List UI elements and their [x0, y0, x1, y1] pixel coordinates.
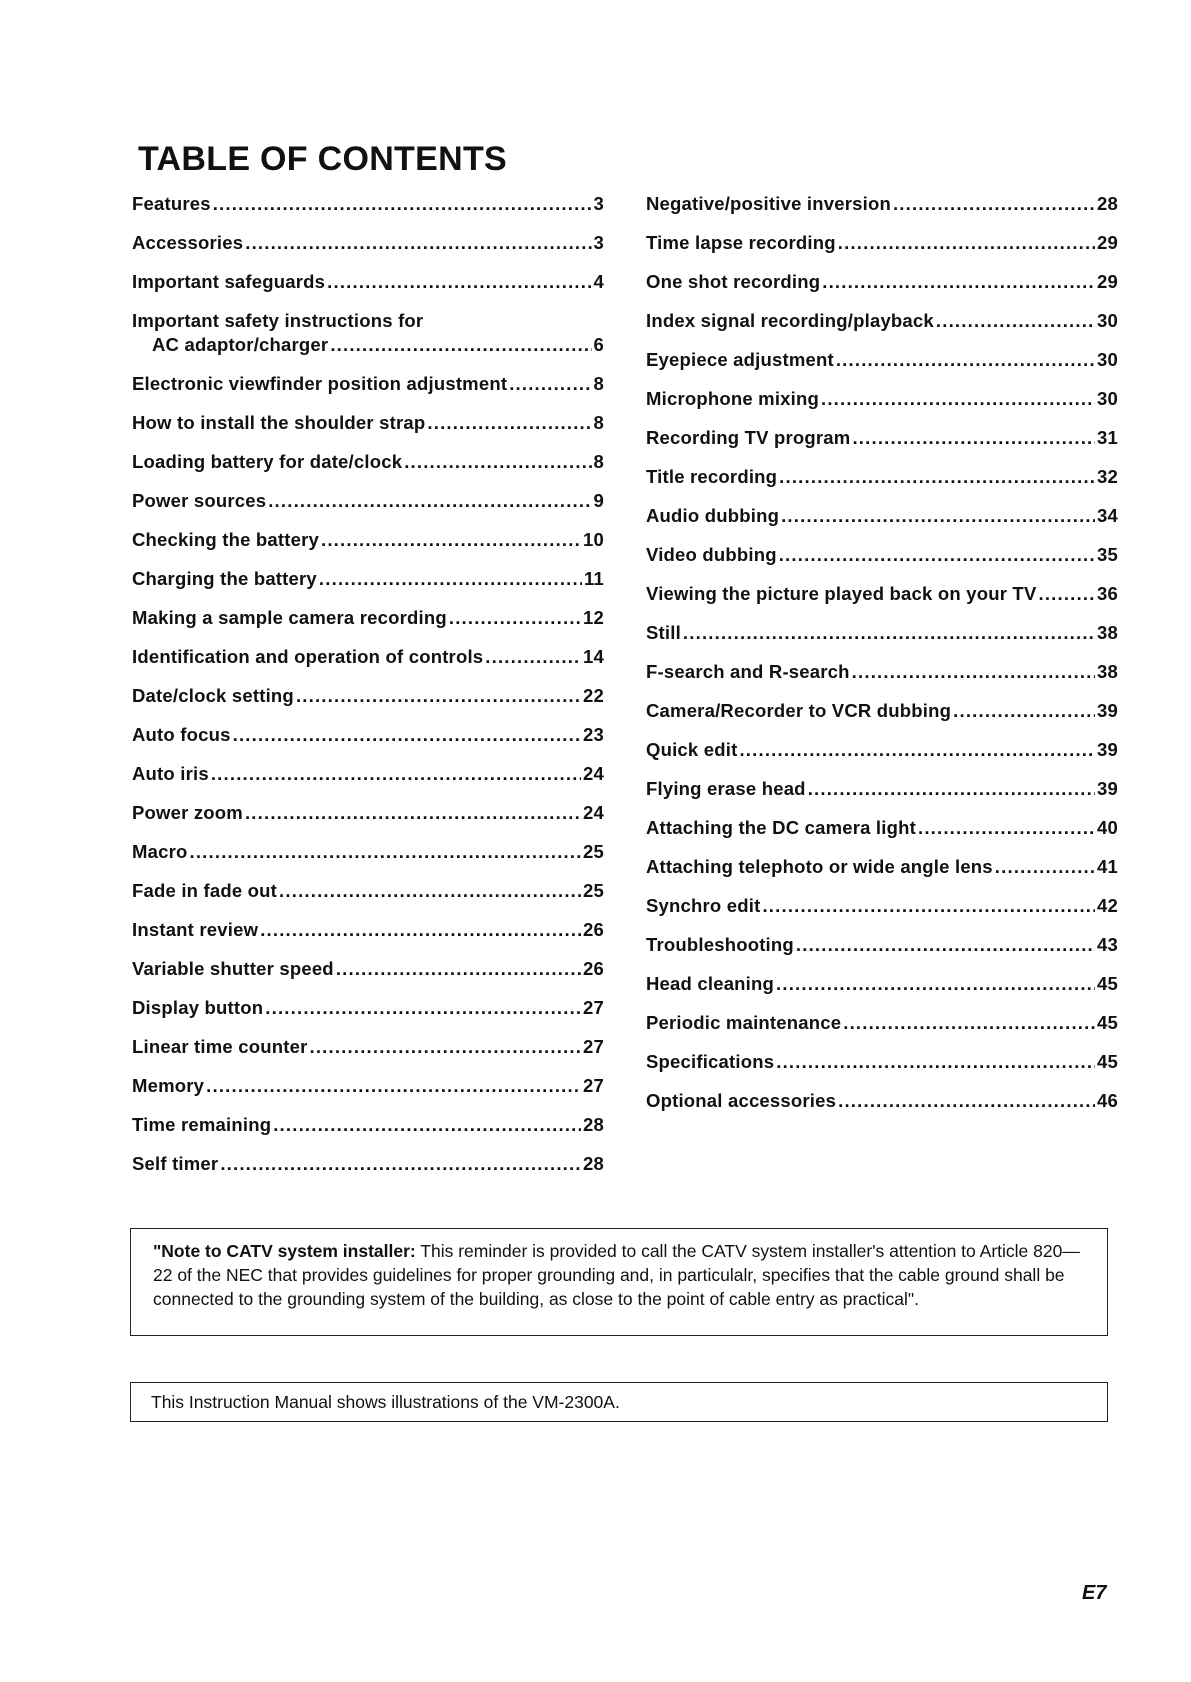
toc-entry [646, 426, 1118, 465]
toc-page-number: 28 [583, 1114, 604, 1135]
toc-entry-title: Audio dubbing [646, 505, 780, 526]
toc-entry-title: Specifications [646, 1051, 775, 1072]
toc-entry [132, 723, 604, 762]
toc-left-column [132, 192, 604, 1191]
toc-entry-title: Date/clock setting [132, 685, 294, 706]
toc-entry-title: Attaching the DC camera light [646, 817, 916, 838]
toc-page-number: 26 [583, 958, 604, 979]
toc-entry-line [646, 660, 1118, 684]
toc-entry [646, 504, 1118, 543]
toc-page-number: 41 [1097, 856, 1118, 877]
toc-leader-dots [336, 957, 581, 981]
toc-entry-line [646, 1050, 1118, 1074]
catv-note-body: This reminder is provided to call the CATV system installer's attention to Article 820—22 of the NEC that provides guidelines for proper grounding and, in particulalr, specifies that the cable ground shall be connected to the grounding system of the building, as close to the point of cable entry as practical". [153, 1241, 1080, 1309]
toc-entry [646, 816, 1118, 855]
toc-entry [646, 933, 1118, 972]
toc-leader-dots [843, 1011, 1095, 1035]
toc-entry-line [132, 606, 604, 630]
toc-entry-title: Time remaining [132, 1114, 272, 1135]
toc-entry-line [132, 1113, 604, 1137]
toc-entry-line [646, 582, 1118, 606]
toc-entry [132, 801, 604, 840]
toc-entry-title: Making a sample camera recording [132, 607, 447, 628]
toc-entry-title: Electronic viewfinder position adjustment [132, 373, 508, 394]
toc-entry-line [132, 645, 604, 669]
toc-leader-dots [821, 387, 1095, 411]
toc-entry-line [132, 684, 604, 708]
toc-entry-line [132, 333, 604, 357]
toc-entry-line [132, 840, 604, 864]
toc-page-number: 32 [1097, 466, 1118, 487]
toc-leader-dots [776, 972, 1095, 996]
catv-note-box [130, 1228, 1108, 1336]
toc-entry-title: Recording TV program [646, 427, 851, 448]
toc-leader-dots [995, 855, 1095, 879]
toc-page-number: 6 [593, 334, 604, 355]
toc-entry [132, 231, 604, 270]
toc-entry [646, 387, 1118, 426]
toc-page-number: 35 [1097, 544, 1118, 565]
toc-page-number: 31 [1097, 427, 1118, 448]
toc-leader-dots [321, 528, 581, 552]
toc-entry-line [132, 450, 604, 474]
toc-leader-dots [893, 192, 1095, 216]
toc-leader-dots [838, 231, 1095, 255]
toc-page-number: 26 [583, 919, 604, 940]
toc-entry-line [646, 348, 1118, 372]
toc-entry-title: Charging the battery [132, 568, 317, 589]
toc-entry-line [646, 894, 1118, 918]
toc-leader-dots [245, 801, 581, 825]
toc-page-number: 24 [583, 802, 604, 823]
toc-entry [132, 372, 604, 411]
toc-entry-line [646, 972, 1118, 996]
toc-entry-line [646, 855, 1118, 879]
toc-page-number: 45 [1097, 1051, 1118, 1072]
toc-entry-line [646, 465, 1118, 489]
toc-page-number: 43 [1097, 934, 1118, 955]
toc-entry-title: Self timer [132, 1153, 219, 1174]
toc-entry-title: One shot recording [646, 271, 821, 292]
toc-entry [132, 309, 604, 372]
toc-page-number: 25 [583, 841, 604, 862]
toc-entry-title: Important safeguards [132, 271, 326, 292]
toc-leader-dots [449, 606, 581, 630]
toc-entry [646, 309, 1118, 348]
toc-entry-line [646, 270, 1118, 294]
toc-entry-line [646, 192, 1118, 216]
toc-leader-dots [427, 411, 591, 435]
toc-entry-title: Attaching telephoto or wide angle lens [646, 856, 993, 877]
toc-leader-dots [309, 1035, 581, 1059]
toc-entry [132, 528, 604, 567]
toc-page-number: 36 [1097, 583, 1118, 604]
toc-page-number: 38 [1097, 661, 1118, 682]
toc-leader-dots [190, 840, 582, 864]
page-number: E7 [1082, 1582, 1107, 1604]
toc-entry-title: Eyepiece adjustment [646, 349, 834, 370]
toc-entry-line [646, 309, 1118, 333]
toc-entry-line [646, 1089, 1118, 1113]
toc-right-column [646, 192, 1118, 1128]
toc-entry [646, 777, 1118, 816]
toc-entry-title: Time lapse recording [646, 232, 836, 253]
toc-entry [646, 894, 1118, 933]
toc-entry-title: Video dubbing [646, 544, 777, 565]
toc-entry [132, 1113, 604, 1152]
catv-note-lead: "Note to CATV system installer: [153, 1241, 416, 1261]
toc-entry [132, 1035, 604, 1074]
toc-entry-title: F-search and R-search [646, 661, 850, 682]
toc-entry-title: Checking the battery [132, 529, 319, 550]
toc-leader-dots [327, 270, 591, 294]
toc-leader-dots [213, 192, 592, 216]
toc-entry [132, 567, 604, 606]
toc-entry-title: Microphone mixing [646, 388, 819, 409]
toc-page-number: 29 [1097, 232, 1118, 253]
toc-entry-line [132, 957, 604, 981]
toc-entry-title: Linear time counter [132, 1036, 308, 1057]
toc-page-number: 4 [593, 271, 604, 292]
toc-entry-title: Periodic maintenance [646, 1012, 842, 1033]
toc-entry-title: Power sources [132, 490, 267, 511]
toc-leader-dots [836, 348, 1095, 372]
toc-entry [646, 192, 1118, 231]
toc-entry-title: Power zoom [132, 802, 243, 823]
toc-leader-dots [330, 333, 591, 357]
toc-page-number: 9 [593, 490, 604, 511]
toc-leader-dots [220, 1152, 581, 1176]
toc-entry [646, 972, 1118, 1011]
toc-entry-line [132, 411, 604, 435]
toc-leader-dots [739, 738, 1095, 762]
toc-page-number: 28 [1097, 193, 1118, 214]
toc-entry-title: Viewing the picture played back on your TV [646, 583, 1037, 604]
toc-leader-dots [808, 777, 1095, 801]
toc-entry [132, 411, 604, 450]
toc-page-number: 24 [583, 763, 604, 784]
toc-leader-dots [852, 660, 1095, 684]
toc-leader-dots [268, 489, 591, 513]
toc-entry-title: Auto iris [132, 763, 209, 784]
toc-entry-line [132, 879, 604, 903]
toc-entry [132, 840, 604, 879]
toc-page-number: 38 [1097, 622, 1118, 643]
toc-entry [646, 270, 1118, 309]
toc-entry [132, 957, 604, 996]
toc-entry [132, 192, 604, 231]
toc-page-number: 22 [583, 685, 604, 706]
toc-entry [132, 762, 604, 801]
toc-entry-title: Flying erase head [646, 778, 806, 799]
toc-page-number: 34 [1097, 505, 1118, 526]
toc-entry-line [132, 1152, 604, 1176]
toc-leader-dots [404, 450, 591, 474]
toc-entry-title: Title recording [646, 466, 778, 487]
toc-leader-dots [319, 567, 582, 591]
toc-entry-title: Optional accessories [646, 1090, 837, 1111]
toc-entry [646, 699, 1118, 738]
toc-entry [132, 270, 604, 309]
toc-page-number: 29 [1097, 271, 1118, 292]
toc-page-number: 30 [1097, 349, 1118, 370]
toc-entry-line [132, 996, 604, 1020]
toc-entry-line [646, 621, 1118, 645]
toc-entry-line [646, 231, 1118, 255]
toc-entry-title: Macro [132, 841, 188, 862]
toc-leader-dots [485, 645, 581, 669]
toc-leader-dots [260, 918, 581, 942]
toc-entry-title: Instant review [132, 919, 259, 940]
toc-entry [132, 450, 604, 489]
toc-entry-title: Camera/Recorder to VCR dubbing [646, 700, 952, 721]
toc-entry-title: Synchro edit [646, 895, 761, 916]
toc-leader-dots [233, 723, 581, 747]
toc-entry-title: Fade in fade out [132, 880, 278, 901]
toc-entry-line [646, 504, 1118, 528]
toc-entry-title: Quick edit [646, 739, 738, 760]
toc-entry-line [132, 762, 604, 786]
toc-page-number: 39 [1097, 700, 1118, 721]
toc-entry [132, 879, 604, 918]
toc-page-number: 30 [1097, 310, 1118, 331]
toc-entry-line [132, 372, 604, 396]
toc-entry-title: Display button [132, 997, 264, 1018]
toc-entry-title: Index signal recording/playback [646, 310, 934, 331]
toc-entry-title: Variable shutter speed [132, 958, 334, 979]
toc-leader-dots [796, 933, 1095, 957]
toc-entry [646, 1089, 1118, 1128]
toc-entry-line [646, 816, 1118, 840]
toc-page-number: 42 [1097, 895, 1118, 916]
toc-leader-dots [936, 309, 1095, 333]
toc-leader-dots [918, 816, 1095, 840]
toc-leader-dots [509, 372, 591, 396]
toc-entry-title: Still [646, 622, 681, 643]
toc-entry [646, 1011, 1118, 1050]
toc-entry-line [132, 567, 604, 591]
toc-page-number: 46 [1097, 1090, 1118, 1111]
toc-page-number: 12 [583, 607, 604, 628]
toc-entry-line [646, 387, 1118, 411]
toc-entry [132, 645, 604, 684]
toc-page-number: 30 [1097, 388, 1118, 409]
toc-leader-dots [781, 504, 1095, 528]
toc-leader-dots [838, 1089, 1095, 1113]
toc-entry-line [132, 309, 604, 333]
page-title: TABLE OF CONTENTS [138, 140, 508, 178]
toc-entry [132, 489, 604, 528]
toc-page-number: 39 [1097, 778, 1118, 799]
toc-leader-dots [762, 894, 1095, 918]
toc-entry [646, 348, 1118, 387]
toc-page-number: 40 [1097, 817, 1118, 838]
toc-entry-line [646, 699, 1118, 723]
toc-entry-line [646, 933, 1118, 957]
toc-page-number: 27 [583, 997, 604, 1018]
toc-leader-dots [296, 684, 581, 708]
toc-entry [132, 996, 604, 1035]
toc-page-number: 23 [583, 724, 604, 745]
toc-entry [646, 621, 1118, 660]
toc-entry-title: Negative/positive inversion [646, 193, 891, 214]
toc-entry-line [132, 270, 604, 294]
toc-page-number: 45 [1097, 1012, 1118, 1033]
toc-leader-dots [683, 621, 1095, 645]
toc-entry-title: AC adaptor/charger [152, 334, 329, 355]
toc-entry-line [132, 723, 604, 747]
toc-entry-title: Features [132, 193, 211, 214]
toc-page-number: 3 [593, 193, 604, 214]
toc-leader-dots [279, 879, 581, 903]
toc-page-number: 10 [583, 529, 604, 550]
toc-page-number: 8 [593, 373, 604, 394]
toc-entry-line [646, 777, 1118, 801]
toc-leader-dots [852, 426, 1095, 450]
toc-page-number: 27 [583, 1036, 604, 1057]
toc-entry-title: Loading battery for date/clock [132, 451, 403, 472]
toc-entry [646, 465, 1118, 504]
toc-leader-dots [779, 543, 1095, 567]
toc-entry-title: Head cleaning [646, 973, 775, 994]
toc-entry [132, 918, 604, 957]
toc-leader-dots [779, 465, 1095, 489]
toc-leader-dots [822, 270, 1095, 294]
toc-entry [132, 1152, 604, 1191]
toc-leader-dots [953, 699, 1095, 723]
toc-page-number: 14 [583, 646, 604, 667]
toc-entry [646, 855, 1118, 894]
toc-entry-line [132, 1074, 604, 1098]
toc-page-number: 28 [583, 1153, 604, 1174]
toc-leader-dots [211, 762, 581, 786]
toc-leader-dots [273, 1113, 581, 1137]
toc-entry [132, 684, 604, 723]
toc-entry-line [646, 426, 1118, 450]
toc-entry-title: Accessories [132, 232, 244, 253]
toc-leader-dots [206, 1074, 581, 1098]
toc-page-number: 3 [593, 232, 604, 253]
toc-entry [646, 231, 1118, 270]
toc-entry-title: Important safety instructions for [132, 310, 424, 331]
toc-entry [646, 582, 1118, 621]
toc-page-number: 8 [593, 412, 604, 433]
toc-entry-line [132, 489, 604, 513]
toc-entry-line [132, 1035, 604, 1059]
toc-entry [132, 1074, 604, 1113]
toc-entry-title: Troubleshooting [646, 934, 794, 955]
toc-page-number: 27 [583, 1075, 604, 1096]
toc-entry [646, 738, 1118, 777]
toc-entry-line [646, 543, 1118, 567]
toc-entry-line [132, 801, 604, 825]
toc-entry-title: Memory [132, 1075, 205, 1096]
toc-leader-dots [1038, 582, 1095, 606]
toc-page-number: 11 [584, 568, 604, 589]
toc-entry [646, 660, 1118, 699]
toc-entry-line [646, 738, 1118, 762]
toc-entry [646, 543, 1118, 582]
toc-entry-title: Identification and operation of controls [132, 646, 484, 667]
toc-entry-line [132, 918, 604, 942]
toc-leader-dots [776, 1050, 1095, 1074]
toc-page-number: 25 [583, 880, 604, 901]
toc-page-number: 39 [1097, 739, 1118, 760]
toc-entry-title: Auto focus [132, 724, 231, 745]
manual-illustration-note: This Instruction Manual shows illustrations of the VM-2300A. [130, 1382, 1108, 1422]
toc-entry-line [132, 192, 604, 216]
toc-page-number: 45 [1097, 973, 1118, 994]
toc-page-number: 8 [593, 451, 604, 472]
toc-entry [646, 1050, 1118, 1089]
toc-leader-dots [245, 231, 591, 255]
toc-entry [132, 606, 604, 645]
toc-leader-dots [265, 996, 581, 1020]
toc-entry-line [132, 231, 604, 255]
toc-entry-title: How to install the shoulder strap [132, 412, 426, 433]
toc-entry-line [646, 1011, 1118, 1035]
toc-entry-line [132, 528, 604, 552]
